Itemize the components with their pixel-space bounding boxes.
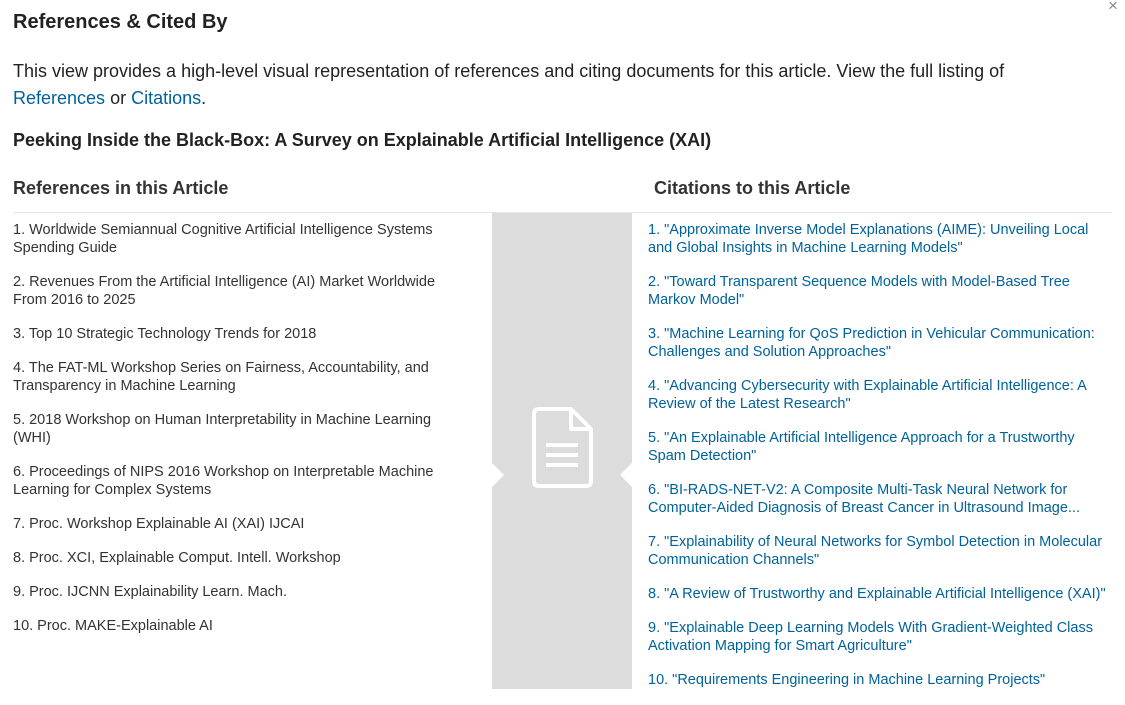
intro-or: or (105, 88, 132, 108)
citation-item (648, 325, 1110, 377)
close-icon[interactable]: × (1108, 0, 1118, 15)
dialog-title: References & Cited By (13, 11, 228, 33)
citation-item (648, 671, 1110, 705)
citation-item (648, 429, 1110, 481)
citations-link[interactable]: Citations (131, 88, 202, 108)
citations-list (648, 221, 1110, 705)
references-link[interactable]: References (13, 88, 106, 108)
citation-link[interactable]: 10. "Requirements Engineering in Machine Learning Projects" (648, 672, 1046, 688)
citation-item (648, 533, 1110, 585)
citation-link[interactable]: 3. "Machine Learning for QoS Prediction in Vehicular Communication: Challenges and Solution Approaches" (648, 326, 1095, 360)
citations-heading: Citations to this Article (654, 178, 851, 198)
citation-link[interactable]: 1. "Approximate Inverse Model Explanations (AIME): Unveiling Local and Global Insights in Machine Learning Models" (648, 222, 1089, 256)
band-notch-right (620, 463, 632, 487)
citation-link[interactable]: 7. "Explainability of Neural Networks for Symbol Detection in Molecular Communication Channels" (648, 534, 1103, 568)
references-heading: References in this Article (13, 178, 229, 198)
intro-description: This view provides a high-level visual representation of references and citing documents for this article. View the full listing of (13, 61, 1005, 81)
intro-text (13, 58, 1093, 112)
reference-item: 8. Proc. XCI, Explainable Comput. Intell. Workshop (13, 550, 341, 566)
reference-item: 9. Proc. IJCNN Explainability Learn. Mach. (13, 584, 287, 600)
article-title: Peeking Inside the Black-Box: A Survey on Explainable Artificial Intelligence (XAI) (13, 130, 712, 150)
reference-item: 6. Proceedings of NIPS 2016 Workshop on Interpretable Machine Learning for Complex Systems (13, 464, 434, 498)
citation-link[interactable]: 4. "Advancing Cybersecurity with Explainable Artificial Intelligence: A Review of the Latest Research" (648, 378, 1086, 412)
references-list (13, 221, 453, 651)
reference-item: 1. Worldwide Semiannual Cognitive Artificial Intelligence Systems Spending Guide (13, 222, 433, 256)
reference-item: 5. 2018 Workshop on Human Interpretability in Machine Learning (WHI) (13, 412, 432, 446)
citation-item (648, 585, 1110, 619)
citation-item (648, 377, 1110, 429)
band-notch-left (492, 463, 504, 487)
reference-item: 4. The FAT-ML Workshop Series on Fairness, Accountability, and Transparency in Machine Learning (13, 360, 429, 394)
citation-item (648, 619, 1110, 671)
citation-link[interactable]: 5. "An Explainable Artificial Intelligence Approach for a Trustworthy Spam Detection" (648, 430, 1075, 464)
reference-item: 10. Proc. MAKE-Explainable AI (13, 618, 213, 634)
reference-item: 2. Revenues From the Artificial Intelligence (AI) Market Worldwide From 2016 to 2025 (13, 274, 436, 308)
citation-link[interactable]: 8. "A Review of Trustworthy and Explainable Artificial Intelligence (XAI)" (648, 586, 1106, 602)
citation-item (648, 273, 1110, 325)
citation-item (648, 221, 1110, 273)
intro-period: . (201, 88, 207, 108)
document-icon (532, 407, 594, 489)
citation-link[interactable]: 2. "Toward Transparent Sequence Models with Model-Based Tree Markov Model" (648, 274, 1070, 308)
reference-item: 3. Top 10 Strategic Technology Trends for 2018 (13, 326, 317, 342)
reference-item: 7. Proc. Workshop Explainable AI (XAI) IJCAI (13, 516, 305, 532)
citation-link[interactable]: 9. "Explainable Deep Learning Models With Gradient-Weighted Class Activation Mapping for Smart Agriculture" (648, 620, 1093, 654)
citation-item (648, 481, 1110, 533)
citation-link[interactable]: 6. "BI-RADS-NET-V2: A Composite Multi-Task Neural Network for Computer-Aided Diagnosis of Breast Cancer in Ultrasound Image... (648, 482, 1080, 516)
